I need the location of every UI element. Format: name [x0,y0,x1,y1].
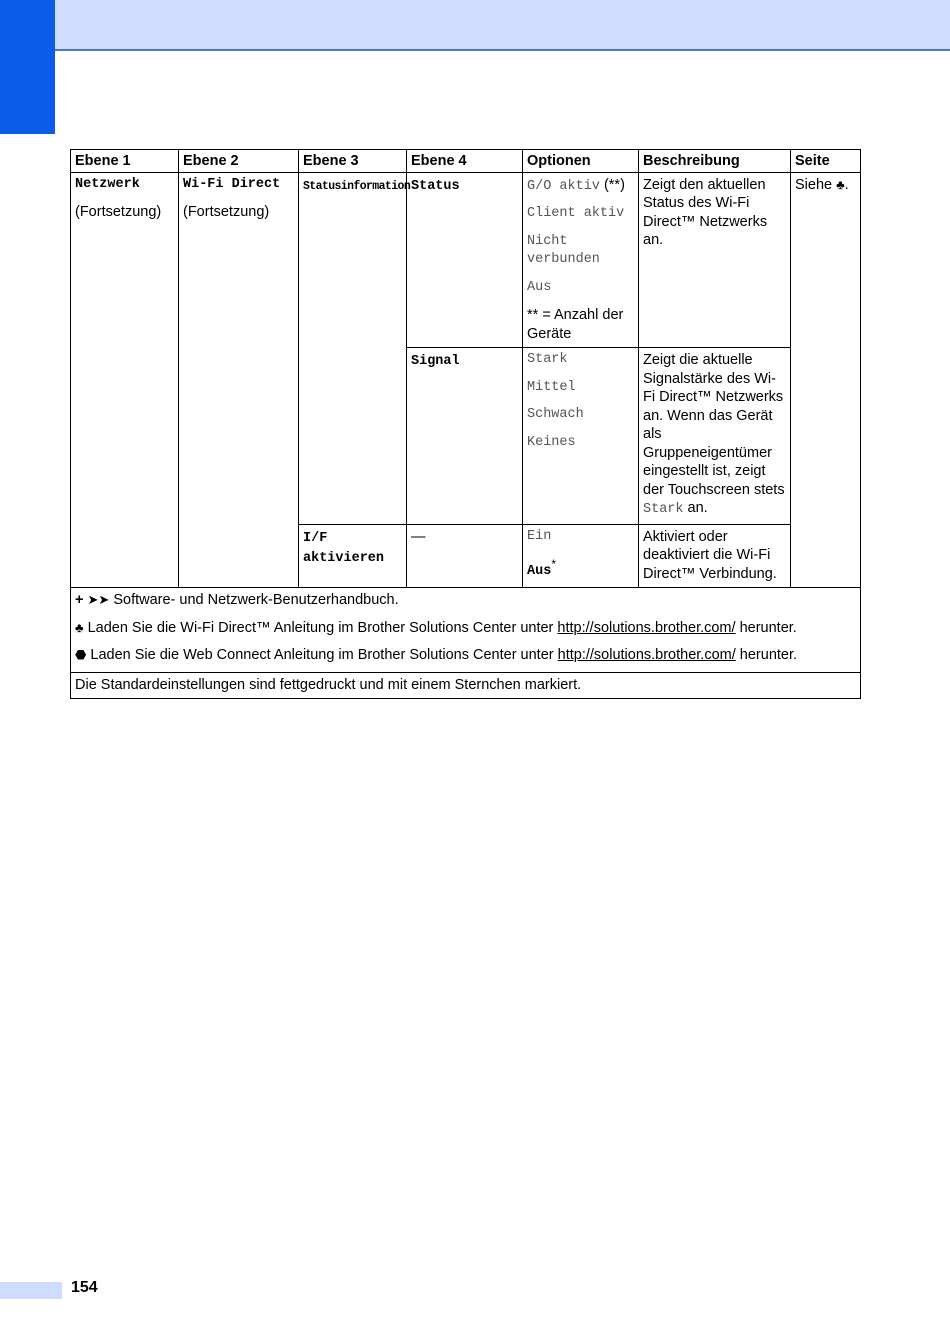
page-ref-prefix: Siehe [795,176,833,193]
option-off-default: Aus* [527,557,557,579]
hexagon-icon: ⬣ [75,647,87,662]
options-note: ** = Anzahl der Geräte [527,307,624,342]
cell-description-interface: Aktiviert oder deaktiviert die Wi-Fi Direct™ Verbindung. [639,524,791,588]
settings-table [70,149,861,699]
cell-level4-status [407,172,523,348]
note-manual: + ➤➤ Software- und Netzwerk-Benutzerhandbuch. [75,592,399,608]
option-on: Ein [527,528,552,544]
cell-level2 [179,172,299,588]
table-row [71,172,861,348]
level4-status-name: Status [411,178,460,194]
cell-page: Siehe ♣. [791,172,861,588]
level4-signal-name: Signal [411,354,460,369]
option-client: Client aktiv [527,206,625,221]
club-icon: ♣ [75,619,84,635]
option-go: G/O aktiv (**) [527,176,625,194]
level1-name: Netzwerk [75,176,140,192]
level2-continuation: (Fortsetzung) [183,204,270,220]
cell-level3-interface [299,524,407,588]
note-web-connect: ⬣ Laden Sie die Web Connect Anleitung im Brother Solutions Center unter http://solutions.brother.com/ herunter. [75,647,798,663]
option-off: Aus [527,279,552,295]
header-level4: Ebene 4 [407,150,523,173]
cell-footer: Die Standardeinstellungen sind fettgedruckt und mit einem Sternchen markiert. [71,672,861,699]
cell-options-interface [523,524,639,588]
header-level1: Ebene 1 [71,150,179,173]
level1-continuation: (Fortsetzung) [75,204,162,220]
option-none: Keines [527,434,576,450]
cell-notes [71,588,861,673]
solutions-link[interactable]: http://solutions.brother.com/ [557,619,736,636]
description-mono: Stark [643,502,684,517]
option-strong: Stark [527,352,568,367]
footer-row [71,672,861,699]
option-medium: Mittel [527,379,576,395]
cell-description-status: Zeigt den aktuellen Status des Wi-Fi Direct™ Netzwerks an. [639,172,791,348]
header-level3: Ebene 3 [299,150,407,173]
cell-level1 [71,172,179,588]
cell-level4-signal [407,348,523,525]
cell-level3-status [299,172,411,524]
header-page: Seite [791,150,861,173]
cell-description-signal: Zeigt die aktuelle Signalstärke des Wi-Fi Direct™ Netzwerks an. Wenn das Gerät als Gruppeneigentümer eingestellt ist, zeigt der Touchscreen stets Stark an. [639,348,791,525]
table-header-row [71,150,861,173]
cell-options-signal [523,348,639,525]
option-disconnected: Nicht verbunden [527,233,600,267]
footer-tab [0,1282,62,1299]
page-number: 154 [71,1279,98,1296]
option-weak: Schwach [527,407,584,422]
plus-icon: + [75,592,84,608]
header-level2: Ebene 2 [179,150,299,173]
note-wifi-direct: ♣ Laden Sie die Wi-Fi Direct™ Anleitung im Brother Solutions Center unter http://solutions.brother.com/ herunter. [75,619,797,636]
header-description: Beschreibung [639,150,791,173]
level3-status-name: Statusinformation [303,179,411,193]
notes-row [71,588,861,673]
header-options: Optionen [523,150,639,173]
level2-name: Wi-Fi Direct [183,176,281,192]
chapter-tab [0,0,55,134]
level3-interface-name: I/F aktivieren [303,530,385,566]
arrows-icon: ➤➤ [87,592,110,607]
cell-level4-interface: — [407,524,523,588]
club-icon: ♣ [836,176,845,192]
solutions-link[interactable]: http://solutions.brother.com/ [557,647,736,663]
header-band [0,0,950,51]
cell-options-status [523,172,639,348]
